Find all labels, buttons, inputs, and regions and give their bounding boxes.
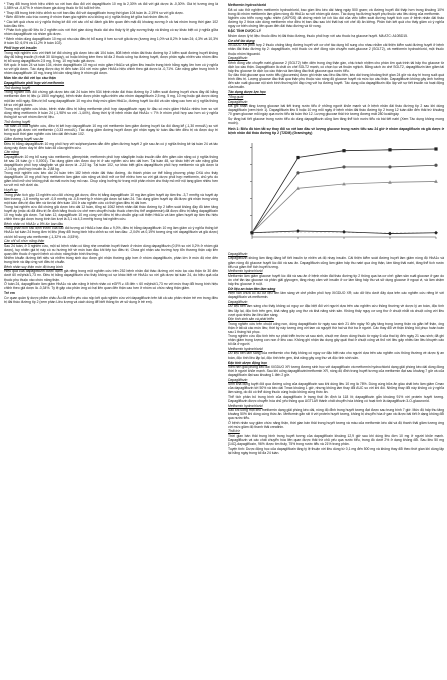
section-heading: Bệnh nhân có HbA1c ≥ 9% lúc ban đầu	[4, 221, 64, 226]
paragraph: Trong nghiên cứu đối chứng giả dược kéo dài 24 tuần trên 534 bệnh nhân đái tháo đường típ 2 kiểm soát đường huyết chưa đầy đủ bằng metformin đơn trị liệu (≥ 1500 mg/ngày), bệnh nhân được phân ngẫu nhiên vào nhóm dapagliflozin 2,5 mg, 5 mg, 10 mg hoặc giả dược dùng một lần mỗi ngày. Điều trị bổ sung dapagliflozin 10 mg cho thấy mức giảm HbA1c, đường huyết lúc đói và cân nặng cao hơn có ý nghĩa thống kê so với giả dược.	[4, 90, 218, 107]
paragraph: Trong nghiên cứu độc tính trên sự phát triển trước và sau sinh, chuột mẹ được dùng thuốc từ ngày 6 của thai kỳ đến ngày 21 sau sinh; đã ghi nhận giảm trọng lượng con non ở liều cao. Không ghi nhận tác dụng gây quái thai ở chuột cống và thỏ với liều gấp nhiều lần liều khuyến cáo tối đa ở người.	[228, 334, 444, 347]
paragraph: Hiệu quả của dapagliflozin được đánh giá riêng trong một nghiên cứu trên 252 bệnh nhân đái tháo đường với mức lọc cầu thận từ 30 đến dưới 60 ml/phút/1,73 m². Điều trị bằng dapagliflozin cho thấy không có sự khác biệt về HbA1c so với giả dược tại tuần 24, do hiệu quả của thuốc phụ thuộc vào chức năng thận.	[4, 269, 218, 282]
paragraph: Sau khi uống một liều metformin dạng giải phóng kéo dài, nồng độ đỉnh trong huyết tương đạt được sau trung bình 7 giờ. Mức độ hấp thu tăng khoảng 50% khi dùng cùng thức ăn. Metformin gắn rất ít với protein huyết tương, không bị chuyển hóa ở gan và được bài tiết ở dạng không đổi qua nước tiểu.	[228, 408, 444, 421]
data-point	[342, 165, 345, 168]
paragraph: Trong một nghiên cứu với thiết kế đối chứng giả dược kéo dài 104 tuần, 808 bệnh nhân đái tháo đường típ 2 kiểm soát đường huyết không đầy đủ bằng insulin (ít nhất 30 IU/ngày), có hoặc không kèm theo tối đa 2 thuốc uống hạ đường huyết, được phân ngẫu nhiên vào nhóm điều trị bổ sung dapagliflozin 2,5 mg, 5 mg, 10 mg hoặc giả dược.	[4, 50, 218, 63]
paragraph: Dapagliflozin không làm tăng đáng kể tiết insulin tự nhiên và độ nhạy insulin. Cải thiện kiểm soát đường huyết làm giảm nồng độ HbA1c và giảm nồng độ glucose huyết lúc đói và sau ăn. Dapagliflozin cũng làm giảm hấp thu natri qua ống thận, làm tăng thải natri, tăng thể tích nước tiểu và giảm thể tích huyết tương.	[228, 256, 444, 269]
section-heading: Tổng quát	[228, 94, 244, 99]
paragraph: Ở tuần 24, dapagliflozin làm giảm HbA1c và cân nặng ở bệnh nhân có eGFR ≥ 45 đến < 60 ml/phút/1,73 m² với mức thay đổi trung bình hiệu chỉnh theo giả dược là -0,34%. Tỷ lệ gặp các phản ứng có hại liên quan đến thận cao hơn ở nhóm có chức năng thận giảm.	[4, 282, 218, 291]
paragraph: Thời gian bán thải trung bình trong huyết tương của dapagliflozin khoảng 12,9 giờ sau khi dùng liều đơn 10 mg ở người khỏe mạnh. Dapagliflozin và các chất chuyển hóa liên quan được thải trừ chủ yếu qua nước tiểu, trong đó dưới 2% ở dạng không đổi. Sau liều 50 mg [14C]-dapagliflozin, 96% được tìm thấy, 75% trong nước tiểu và 21% trong phân.	[228, 433, 444, 446]
section-heading: Dapagliflozin	[228, 56, 248, 61]
paragraph: Sự tăng bài tiết glucose trong nước tiểu do dùng dapagliflozin cũng làm tăng thể tích nước tiểu và bài tiết natri (Xem Tác dụng không mong muốn).	[228, 116, 444, 125]
section-heading: Trẻ em	[4, 291, 15, 296]
data-point	[388, 165, 391, 168]
paragraph: * Phân tích gộp dữ liệu từ 2 nghiên cứu với thời gian dùng thuốc dài cho thấy tỷ lệ gãy xương thấp và không có sự khác biệt có ý nghĩa giữa nhóm dapagliflozin và nhóm giả dược.	[4, 28, 218, 37]
section-heading: Dapagliflozin	[228, 377, 248, 382]
series-line	[252, 181, 436, 232]
paragraph: Sự đào thải glucose qua nước tiểu (glucuresis) được ghi nhận sau liều đầu tiên, kéo dài trong khoảng thời gian 24 giờ và duy trì trong suốt quá trình điều trị. Lượng glucose đào thải qua thận phụ thuộc vào nồng độ glucose huyết và mức lọc cầu thận. Dapagliflozin không gây ảnh hưởng đến sản xuất glucose nội sinh bình thường khi đáp ứng với hạ đường huyết. Tác dụng của dapagliflozin độc lập với sự tiết insulin và hoạt động của insulin.	[228, 73, 444, 90]
paragraph: Ở bệnh nhân suy giảm chức năng thận, thời gian bán thải trong huyết tương và máu của metformin kéo dài và độ thanh thải giảm tương ứng với mức giảm độ thanh thải creatinin.	[228, 420, 444, 429]
section-heading: ĐẶC TÍNH DƯỢC LÝ	[228, 29, 262, 34]
paragraph: Trong một nghiên cứu kéo dài 24 tuần trên 182 bệnh nhân đái tháo đường, đo thành phần cơ thể bằng phương pháp DXA cho thấy dapagliflozin 10 mg phối hợp metformin làm giảm cân nặng và khối mỡ cơ thể nhiều hơn so với giả dược phối hợp metformin, chủ yếu do giảm khối mỡ chứ không phải do mất nước hay mô nạc. Chụp cộng hưởng từ trong một phân nhóm cho thấy mô mỡ nội tạng giảm nhiều hơn so với mô mỡ dưới da.	[4, 171, 218, 188]
paragraph: Đã ghi nhận tăng lượng glucose bài tiết trong nước tiểu ở những người khỏe mạnh và ở bệnh nhân đái tháo đường típ 2 sau khi dùng dapagliflozin (xem hình 1). Dapagliflozin liều 5 hoặc 10 mg mỗi ngày ở bệnh nhân đái tháo đường típ 2 trong 12 tuần dẫn đến thải trừ khoảng 70 gram glucose mỗi ngày qua nước tiểu tại tuần thứ 12. Lượng glucose thải trừ tương đương mất 280 kcal/ngày.	[228, 104, 444, 117]
section-heading: Dapagliflozin phối hợp với metformin	[4, 81, 65, 86]
paragraph: Trong nghiên cứu trên chuột cống non, dùng dapagliflozin từ ngày sau sinh 21 đến ngày 90 gây tăng trọng lượng thận và giãn bể thận, ống thận ở tất cả các mức liều; thời kỳ này tương ứng với tam cá nguyệt thứ hai và thứ ba ở người. Các thay đổi về thận không hồi phục hoàn toàn sau 1 tháng hồi phục.	[228, 321, 444, 334]
paragraph: Sau 24 tuần, ở 3 nghiên cứu, một số bệnh nhân có tăng nhẹ creatinin huyết thanh ở nhóm dùng dapagliflozin (0,5% so với 0,2% ở nhóm giả dược), tuy nhiên giá trị này có xu hướng trở về mức ban đầu khi tiếp tục điều trị. Chưa ghi nhận các trường hợp tổn thương thận cấp liên quan đến thuốc ở người bệnh có chức năng thận bình thường.	[4, 243, 218, 256]
paragraph: Dapagliflozin 10 mg bổ sung vào metformin, glimepiride, metformin phối hợp sitagliptin hoặc insulin dẫn đến giảm cân nặng có ý nghĩa thống kê sau 24 tuần (p < 0,0001). Tác dụng giảm cân được duy trì ở các nghiên cứu kéo dài hơn. Tại tuần 48, sự khác biệt về cân nặng giữa dapagliflozin phối hợp sitagliptin và giả dược là -2,22 kg. Tại tuần 102, sự khác biệt giữa dapagliflozin phối hợp metformin và giả dược là -2,14 kg, phối hợp insulin là -2,88 kg.	[4, 154, 218, 171]
section-heading: Các chỉ số chức năng thận	[4, 239, 45, 244]
paragraph: Metformin làm giảm glucose huyết lúc đói và sau ăn ở bệnh nhân đái tháo đường típ 2 thông qua ba cơ chế: giảm sản xuất glucose ở gan do ức chế tân tạo glucose và phân giải glycogen, tăng nhạy cảm với insulin ở cơ làm tăng hấp thu và sử dụng glucose ở ngoại vi, và làm chậm hấp thu glucose ở ruột.	[228, 273, 444, 286]
urinary-glucose-chart	[228, 137, 444, 249]
paragraph: Kết quả: ở tuần 24 và tuần 104, nhóm dapagliflozin 10 mg có mức giảm HbA1c và giảm liều insulin trung bình hằng ngày lớn hơn có ý nghĩa so với giả dược. Tác dụng được duy trì đến tuần 104 với mức giảm HbA1c hiệu chỉnh theo giả dược là -0,71%. Cân nặng giảm trung bình ở nhóm dapagliflozin 10 mg, trong khi cân nặng tăng ở nhóm giả dược.	[4, 63, 218, 76]
paragraph: Cơ quan quản lý dược phẩm châu Âu đã miễn yêu cầu nộp kết quả nghiên cứu với dapagliflozin trên tất cả các phân nhóm trẻ em trong điều trị đái tháo đường típ 2 (xem phần Liều lượng và cách dùng để biết thông tin về sử dụng ở trẻ em).	[4, 295, 218, 304]
paragraph: Dữ liệu tiền lâm sàng của metformin cho thấy không có nguy cơ đặc biệt nào cho người dựa trên các nghiên cứu thông thường về dược lý an toàn, độc tính liều lặp lại, độc tính trên gen, khả năng gây ung thư và độc tính sinh sản.	[228, 351, 444, 360]
section-heading: Đặc tính dược động học	[228, 360, 268, 365]
section-heading: Thử đường huyết	[4, 85, 31, 90]
section-heading: Thải trừ	[228, 429, 240, 434]
right-column-top	[228, 3, 444, 135]
paragraph: Nhiễm khuẩn đường tiết niệu và nhiễm trùng sinh dục được ghi nhận thường gặp hơn ở nhóm dapagliflozin, phần lớn ở mức độ nhẹ đến trung bình và đáp ứng với điều trị chuẩn.	[4, 256, 218, 265]
paragraph: * Bệnh nhân dùng dapagliflozin 10 mg có nhu cầu điều trị bổ sung ít hơn so với giả dược (tương ứng 1,0% và 8,2% ở tuần 24; 4,3% và 10,3% ở tuần 52; 6,0% và 11,2% ở tuần 102).	[4, 36, 218, 45]
paragraph: * Thay đổi trung bình hiệu chỉnh so với ban đầu đối với dapagliflozin trong thời gian 104 tuần là -2,19% so với giả dược.	[4, 10, 184, 15]
paragraph: Đã có các thử nghiệm metformin hydrochlorid, bao gồm liều kéo dài hàng ngày 500 gram; và đường huyết đói thấp hơn trong khoảng 10% trong đó nhóm metformin làm giảm nồng độ HbA1c so với nhóm giả dược. Tác dụng hạ đường huyết phụ thuộc vào liều dùng của metformin.	[228, 7, 444, 16]
paragraph: XIGDUO XR phối hợp 2 thuốc chống tăng đường huyết với cơ chế tác dụng bổ sung cho nhau nhằm cải thiện kiểm soát đường huyết ở bệnh nhân đái tháo đường típ 2: dapagliflozin, một thuốc ức chế đồng vận chuyển natri-glucose 2 (SGLT2), và metformin hydrochlorid, một thuốc thuộc nhóm biguanid.	[228, 43, 444, 56]
section-heading: Phối hợp với insulin	[4, 45, 37, 50]
paragraph: Trong một nghiên cứu khác, bệnh nhân điều trị bằng metformin phối hợp dapagliflozin ngay từ đầu có mức giảm HbA1c nhiều hơn so với dùng riêng metformin ở tuần 24 (-1,98% so với -1,44%), đồng thời tỷ lệ bệnh nhân đạt HbA1c < 7% ở nhóm phối hợp cao hơn có ý nghĩa thống kê so với nhóm đơn trị liệu.	[4, 107, 218, 120]
left-column	[4, 2, 218, 304]
data-point	[388, 232, 392, 236]
paragraph: * Biến đổi trên cấu trúc xương ở nhóm tham gia nghiên cứu không có ý nghĩa thống kê giữa hai nhóm điều trị.	[4, 15, 170, 20]
section-heading: Mức tổn dư đối với lọc cầu thận	[4, 76, 56, 81]
data-point	[296, 171, 299, 174]
section-heading: Bệnh nhân suy thận mức độ trung bình	[4, 264, 63, 269]
data-point	[434, 164, 437, 167]
section-heading: Tác dụng dược lực học	[228, 90, 266, 95]
section-heading: Metformin hydrochlorid	[228, 3, 267, 7]
data-point	[296, 156, 299, 159]
figure-caption: Hình 1: Biểu đồ tóm tắt sự thay đổi so với ban đầu về lượng glucose trong nước tiểu sau 24 giờ ở nhóm dapagliflozin và giả dược ở bệnh nhân đái tháo đường típ 2 (T2DM) (Gram/ngày)	[228, 126, 444, 135]
series-line	[252, 149, 436, 233]
paragraph: Nghiên cứu triển vọng ngẫu nhiên (UKPDS) đã chứng minh lợi ích lâu dài của việc kiểm soát đường huyết tích cực ở bệnh nhân đái tháo đường típ 2 thừa cân dùng metformin như điều trị ban đầu sau khi thất bại với chế độ ăn kiêng. Phân tích kết quả cho thấy giảm có ý nghĩa nguy cơ biến chứng liên quan đến đái tháo đường và tử vong.	[228, 16, 444, 29]
paragraph: Trong phân tích gộp 13 nghiên cứu đối chứng giả dược, điều trị bằng dapagliflozin 10 mg làm giảm huyết áp tâm thu -3,7 mmHg và huyết áp tâm trương -1,8 mmHg so với -0,5 mmHg và -0,5 mmHg ở nhóm giả dược tại tuần 24. Tác dụng giảm huyết áp đã được ghi nhận trong vòng một tuần điều trị đầu tiên và tồn tại đến tuần 104 ở các nghiên cứu có thời gian điều trị dài hơn.	[4, 192, 218, 205]
data-point	[388, 148, 391, 151]
paragraph: Viên nén giải phóng kéo dài XIGDUO XR tương đương sinh học với dapagliflozin và metformin hydrochlorid dạng giải phóng kéo dài dùng đồng thời ở người khỏe mạnh. Sau khi uống dapagliflozin/metformin XR, nồng độ đỉnh trong huyết tương của metformin đạt sau khoảng 7 giờ và của dapagliflozin đạt sau khoảng 1 đến 2 giờ.	[228, 365, 444, 378]
right-column	[228, 2, 444, 455]
right-column-bottom	[228, 252, 444, 455]
data-point	[434, 231, 438, 235]
paragraph: Thể tích phân bố trung bình của dapagliflozin ở trạng thái ổn định là 118 lít; dapagliflozin gắn khoảng 91% với protein huyết tương. Dapagliflozin được chuyển hóa chủ yếu thông qua UGT1A9 thành chất chuyển hóa không có hoạt tính là dapagliflozin 3-O-glucuronid.	[228, 394, 444, 403]
section-heading: Metformin hydrochlorid	[228, 346, 263, 351]
paragraph: Điều trị bằng dapagliflozin 10 mg phối hợp với sulphonylurea dẫn đến giảm đường huyết 2 giờ sau ăn có ý nghĩa thống kê tại tuần 24 và tác dụng này được duy trì đến tuần 48 của nghiên cứu.	[4, 141, 218, 150]
paragraph: Sinh khả dụng tuyệt đối qua đường uống của dapagliflozin sau khi dùng liều 10 mg là 78%. Dùng cùng bữa ăn giàu chất béo làm giảm Cmax của dapagliflozin tới 50% và kéo dài Tmax khoảng 1 giờ, nhưng không làm thay đổi AUC so với khi đói. Những thay đổi này không có ý nghĩa lâm sàng, do đó có thể dùng thuốc cùng hoặc không cùng thức ăn.	[228, 382, 444, 395]
section-heading: Độc tính sinh sản và phát triển	[228, 317, 274, 322]
paragraph: Hiện vẫn chưa có đủ dữ liệu tiền lâm sàng về chế phẩm phối hợp XIGDUO XR; các dữ liệu dưới đây dựa trên các nghiên cứu riêng lẻ với dapagliflozin và metformin.	[228, 291, 444, 300]
paragraph: Kênh đồng vận chuyển natri-glucose 2 (SGLT2) hiện diện trong ống thận gần, chịu trách nhiệm cho phần lớn quá trình tái hấp thu glucose từ dịch lọc cầu thận. Dapagliflozin là chất ức chế SGLT2 mạnh, có chọn lọc và thuận nghịch. Bằng cách ức chế SGLT2, dapagliflozin làm giảm tái hấp thu glucose từ dịch lọc cầu thận và làm tăng đào thải glucose qua nước tiểu.	[228, 60, 444, 73]
section-heading: Dapagliflozin	[228, 299, 248, 304]
section-heading: Dapagliflozin	[228, 251, 248, 256]
data-point	[296, 229, 300, 233]
series-line	[252, 165, 436, 233]
paragraph: Tại tuần 24 của nghiên cứu, điều trị kết hợp dapagliflozin 10 mg với metformin làm giảm đường huyết lúc đói đáng kể (-1,30 mmol/L) so với kết hợp giả dược với metformin (-0,33 mmol/L). Tác dụng giảm đường huyết được ghi nhận ngay từ tuần đầu tiên điều trị và được duy trì trong suốt thời gian nghiên cứu kéo dài đến tuần 102.	[4, 124, 218, 137]
section-heading: Metformin hydrochlorid	[228, 269, 263, 274]
section-heading: Dữ liệu an toàn tiền lâm sàng	[228, 286, 276, 291]
section-heading: Cân nặng	[4, 150, 19, 155]
section-heading: Thử đường huyết	[4, 119, 31, 124]
data-point	[342, 230, 346, 234]
section-heading: Metformin hydrochlorid	[228, 403, 263, 408]
section-heading: Huyết áp	[4, 188, 18, 193]
paragraph: Trong hai nghiên cứu đối chứng giả dược kéo dài 12 tuần, tổng số 1062 bệnh nhân đái tháo đường típ 2 kiểm soát không đầy đủ kèm tăng huyết áp (mặc dù đã điều trị ổn định bằng thuốc ức chế men chuyển hoặc thuốc chẹn thụ thể angiotensin) đã được điều trị bằng dapagliflozin 10 mg hoặc giả dược. Tại tuần 12, dapagliflozin 10 mg cùng với điều trị tiêu chuẩn giúp cải thiện HbA1c và làm giảm huyết áp tâm thu hiệu chỉnh theo giả dược trung bình lần lượt là 3,1 và 4,3 mmHg trong hai nghiên cứu.	[4, 205, 218, 222]
section-heading: Dapagliflozin	[228, 99, 248, 104]
data-point	[434, 147, 437, 150]
paragraph: Dữ liệu tiền lâm sàng cho thấy không có nguy cơ đặc biệt đối với người dựa trên các nghiên cứu thông thường về dược lý an toàn, độc tính liều lặp lại, độc tính trên gen, khả năng gây ung thư và khả năng sinh sản. Không thấy nguy cơ ung thư ở chuột nhắt và chuột cống với liều vượt quá nhiều lần liều lâm sàng.	[228, 304, 444, 317]
section-heading: Cơ chế tác dụng	[228, 38, 255, 43]
paragraph: Trong phân tích xác định trước của các đối tượng có HbA1c ban đầu ≥ 9,0%, điều trị bằng dapagliflozin 10 mg làm giảm có ý nghĩa thống kê HbA1c tại tuần 24 trong đơn trị liệu (thay đổi trung bình hiệu chỉnh so với ban đầu: -2,04% và 0,19% tương ứng với dapagliflozin và giả dược) và khi bổ sung vào metformin (-1,32% và -0,53%).	[4, 226, 218, 239]
paragraph: * Thay đổi trung bình hiệu chỉnh so với ban đầu đối với dapagliflozin 10 mg là 2,30% và đối với giả dược là -0,30%. Giá trị tương ứng là 1,58% và -0,67% ở nhóm tham gia dùng thuốc từ 54 tuổi trở lên.	[4, 2, 218, 11]
section-heading: Giảm đường huyết sau ăn	[4, 136, 44, 141]
paragraph: * Các kết quả chưa có ý nghĩa thống kê đối với các chỉ số đánh giá liên quan đến mật độ khoáng xương ở cả hai nhóm trong thời gian 102 tuần đầu tiên.	[4, 19, 218, 28]
paragraph: Nhóm dược lý trị liệu: thuốc điều trị đái tháo đường, thuốc phối hợp với các thuốc hạ glucose huyết. Mã ATC: A10BD15.	[228, 33, 408, 38]
data-point	[342, 149, 345, 152]
paragraph: Tuyến tính: Dược động học của dapagliflozin tăng tỷ lệ thuận với liều dùng từ 0,1 mg đến 500 mg và không thay đổi theo thời gian khi dùng lặp lại hằng ngày trong tối đa 24 tuần.	[228, 446, 444, 455]
